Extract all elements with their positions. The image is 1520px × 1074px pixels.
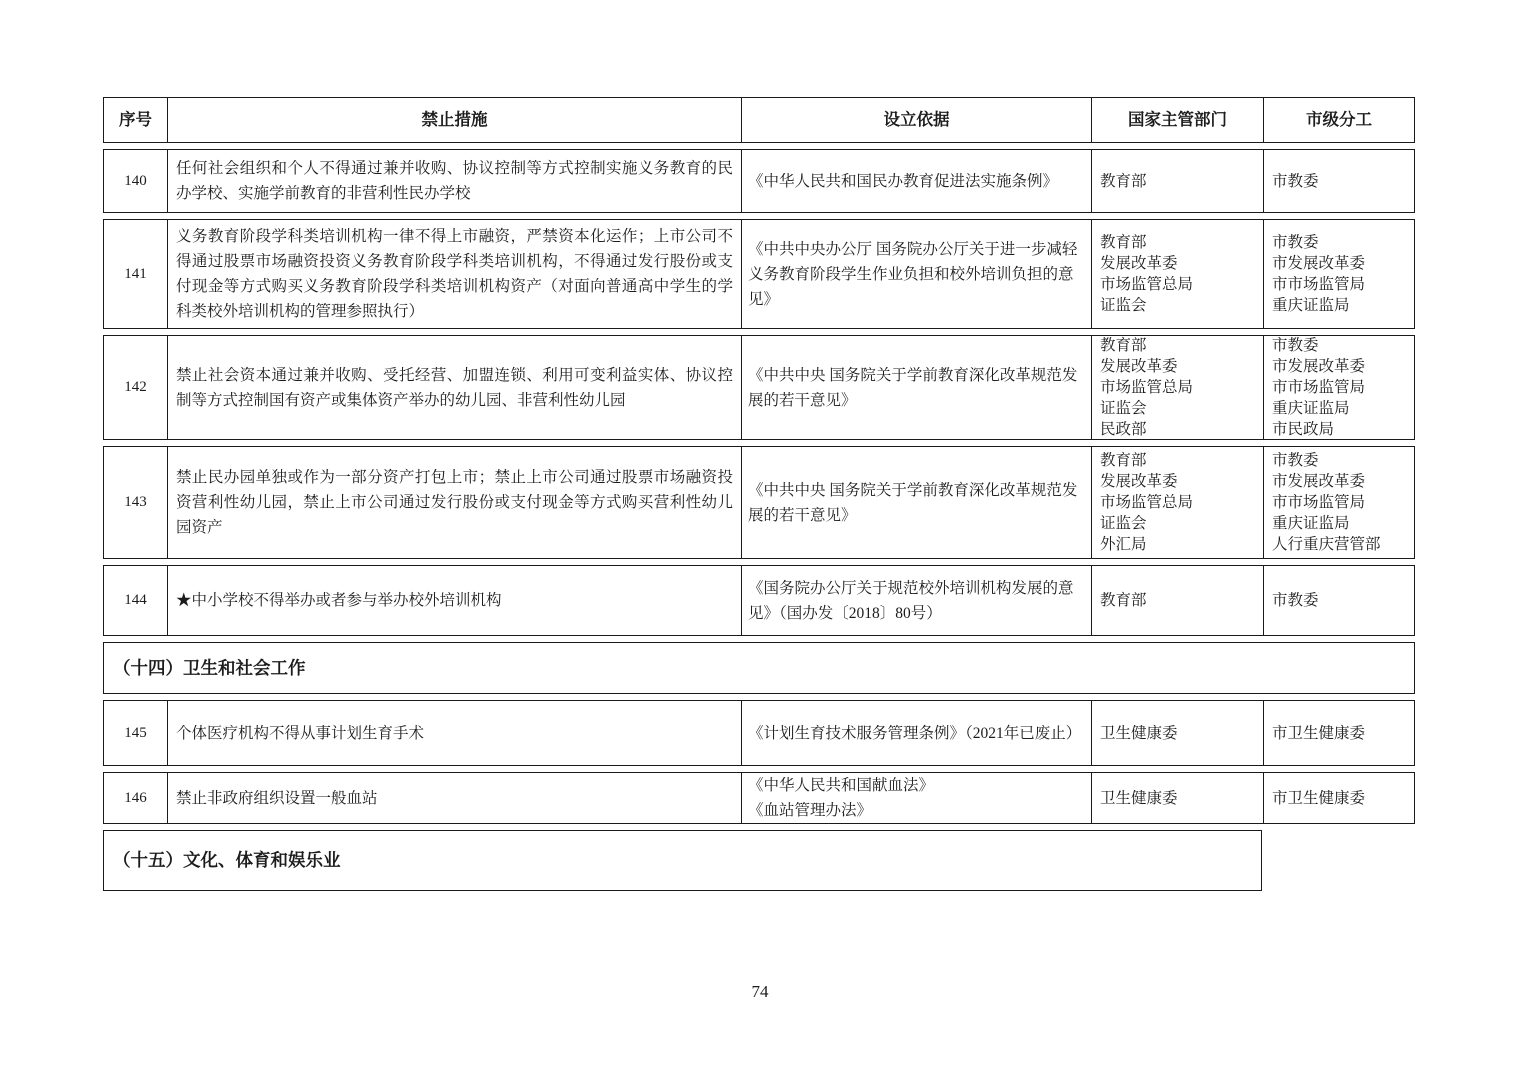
column-header-municipal-dept: 市级分工 (1263, 98, 1414, 142)
municipal-dept-cell (1263, 220, 1414, 328)
measure-cell: 任何社会组织和个人不得通过兼并收购、协议控制等方式控制实施义务教育的民办学校、实施学前教育的非营利性民办学校 (167, 150, 741, 212)
municipal-dept-line: 市市场监管局 (1272, 494, 1366, 511)
national-dept-line: 证监会 (1100, 515, 1147, 532)
table-row (103, 772, 1415, 824)
row-number-cell: 140 (124, 172, 147, 189)
municipal-dept-line: 市发展改革委 (1272, 358, 1366, 375)
basis-cell (741, 447, 1091, 558)
section-title: （十四）卫生和社会工作 (113, 657, 306, 678)
table-row (103, 565, 1415, 636)
table-header-row (103, 97, 1415, 143)
measure-cell: 禁止社会资本通过兼并收购、受托经营、加盟连锁、利用可变利益实体、协议控制等方式控制国有资产或集体资产举办的幼儿园、非营利性幼儿园 (167, 336, 741, 439)
national-dept-line: 教育部 (1100, 592, 1147, 609)
national-dept-line: 市场监管总局 (1100, 379, 1194, 396)
row-number-cell: 146 (124, 789, 147, 806)
municipal-dept-cell (1263, 701, 1414, 765)
municipal-dept-cell (1263, 447, 1414, 558)
municipal-dept-line: 市教委 (1272, 592, 1319, 609)
measure-cell: 个体医疗机构不得从事计划生育手术 (167, 701, 741, 765)
municipal-dept-cell (1263, 566, 1414, 635)
national-dept-line: 发展改革委 (1100, 358, 1178, 375)
basis-line: 《中共中央 国务院关于学前教育深化改革规范发展的若干意见》 (748, 481, 1078, 524)
national-dept-cell (1091, 447, 1263, 558)
page-number: 74 (751, 982, 769, 1001)
column-header-measure: 禁止措施 (167, 98, 741, 142)
row-number-cell: 141 (124, 265, 147, 282)
municipal-dept-line: 市民政局 (1272, 421, 1335, 438)
table-row (103, 219, 1415, 329)
row-number-cell: 145 (124, 724, 147, 741)
national-dept-line: 教育部 (1100, 234, 1147, 251)
municipal-dept-line: 市教委 (1272, 234, 1319, 251)
basis-cell (741, 150, 1091, 212)
municipal-dept-line: 市教委 (1272, 452, 1319, 469)
national-dept-cell (1091, 336, 1263, 439)
national-dept-line: 证监会 (1100, 297, 1147, 314)
municipal-dept-cell (1263, 773, 1414, 823)
basis-line: 《国务院办公厅关于规范校外培训机构发展的意见》（国办发〔2018〕80号） (748, 579, 1074, 622)
measure-cell: 义务教育阶段学科类培训机构一律不得上市融资，严禁资本化运作；上市公司不得通过股票市场融资投资义务教育阶段学科类培训机构，不得通过发行股份或支付现金等方式购买义务教育阶段学科类培训机构资产（对面向普通高中学生的学科类校外培训机构的管理参照执行） (167, 220, 741, 328)
column-header-national-dept: 国家主管部门 (1091, 98, 1263, 142)
municipal-dept-line: 市发展改革委 (1272, 473, 1366, 490)
national-dept-cell (1091, 220, 1263, 328)
national-dept-line: 民政部 (1100, 421, 1147, 438)
national-dept-cell (1091, 566, 1263, 635)
municipal-dept-line: 市卫生健康委 (1272, 724, 1366, 742)
basis-cell (741, 336, 1091, 439)
table-row (103, 700, 1415, 766)
national-dept-cell (1091, 701, 1263, 765)
measure-cell: 禁止非政府组织设置一般血站 (167, 773, 741, 823)
municipal-dept-line: 市发展改革委 (1272, 255, 1366, 272)
basis-cell (741, 566, 1091, 635)
basis-line: 《中共中央办公厅 国务院办公厅关于进一步减轻义务教育阶段学生作业负担和校外培训负担的意见》 (748, 240, 1078, 308)
municipal-dept-line: 市市场监管局 (1272, 379, 1366, 396)
section-title: （十五）文化、体育和娱乐业 (113, 850, 341, 870)
section-header-row (103, 830, 1262, 891)
basis-cell (741, 220, 1091, 328)
municipal-dept-line: 市卫生健康委 (1272, 789, 1366, 807)
municipal-dept-line: 重庆证监局 (1272, 515, 1350, 532)
municipal-dept-line: 重庆证监局 (1272, 297, 1350, 314)
basis-line: 《血站管理办法》 (748, 802, 873, 819)
basis-line: 《中华人民共和国献血法》 (748, 777, 935, 794)
column-header-no: 序号 (119, 111, 152, 129)
national-dept-cell (1091, 150, 1263, 212)
row-number-cell: 144 (124, 592, 147, 608)
table-row (103, 446, 1415, 559)
row-number-cell: 142 (124, 379, 147, 395)
national-dept-line: 卫生健康委 (1100, 789, 1178, 807)
municipal-dept-line: 市教委 (1272, 337, 1319, 354)
municipal-dept-line: 市市场监管局 (1272, 276, 1366, 293)
table-row (103, 335, 1415, 440)
section-header-row (103, 642, 1415, 694)
national-dept-line: 市场监管总局 (1100, 276, 1194, 293)
municipal-dept-cell (1263, 150, 1414, 212)
municipal-dept-line: 人行重庆营管部 (1272, 536, 1381, 553)
table-row (103, 149, 1415, 213)
national-dept-cell (1091, 773, 1263, 823)
basis-line: 《计划生育技术服务管理条例》（2021年已废止） (748, 724, 1082, 742)
basis-cell (741, 701, 1091, 765)
national-dept-line: 外汇局 (1100, 536, 1147, 553)
table (103, 97, 1415, 891)
national-dept-line: 教育部 (1100, 452, 1147, 469)
national-dept-line: 市场监管总局 (1100, 494, 1194, 511)
national-dept-line: 卫生健康委 (1100, 724, 1178, 742)
basis-line: 《中华人民共和国民办教育促进法实施条例》 (748, 172, 1059, 190)
national-dept-line: 教育部 (1100, 337, 1147, 354)
national-dept-line: 发展改革委 (1100, 473, 1178, 490)
municipal-dept-cell (1263, 336, 1414, 439)
basis-cell (741, 773, 1091, 823)
national-dept-line: 证监会 (1100, 400, 1147, 417)
measure-cell: ★中小学校不得举办或者参与举办校外培训机构 (167, 566, 741, 635)
row-number-cell: 143 (124, 494, 147, 510)
national-dept-line: 教育部 (1100, 172, 1147, 190)
basis-line: 《中共中央 国务院关于学前教育深化改革规范发展的若干意见》 (748, 366, 1078, 409)
national-dept-line: 发展改革委 (1100, 255, 1178, 272)
municipal-dept-line: 市教委 (1272, 172, 1319, 190)
column-header-basis: 设立依据 (741, 98, 1091, 142)
measure-cell: 禁止民办园单独或作为一部分资产打包上市；禁止上市公司通过股票市场融资投资营利性幼儿园，禁止上市公司通过发行股份或支付现金等方式购买营利性幼儿园资产 (167, 447, 741, 558)
municipal-dept-line: 重庆证监局 (1272, 400, 1350, 417)
